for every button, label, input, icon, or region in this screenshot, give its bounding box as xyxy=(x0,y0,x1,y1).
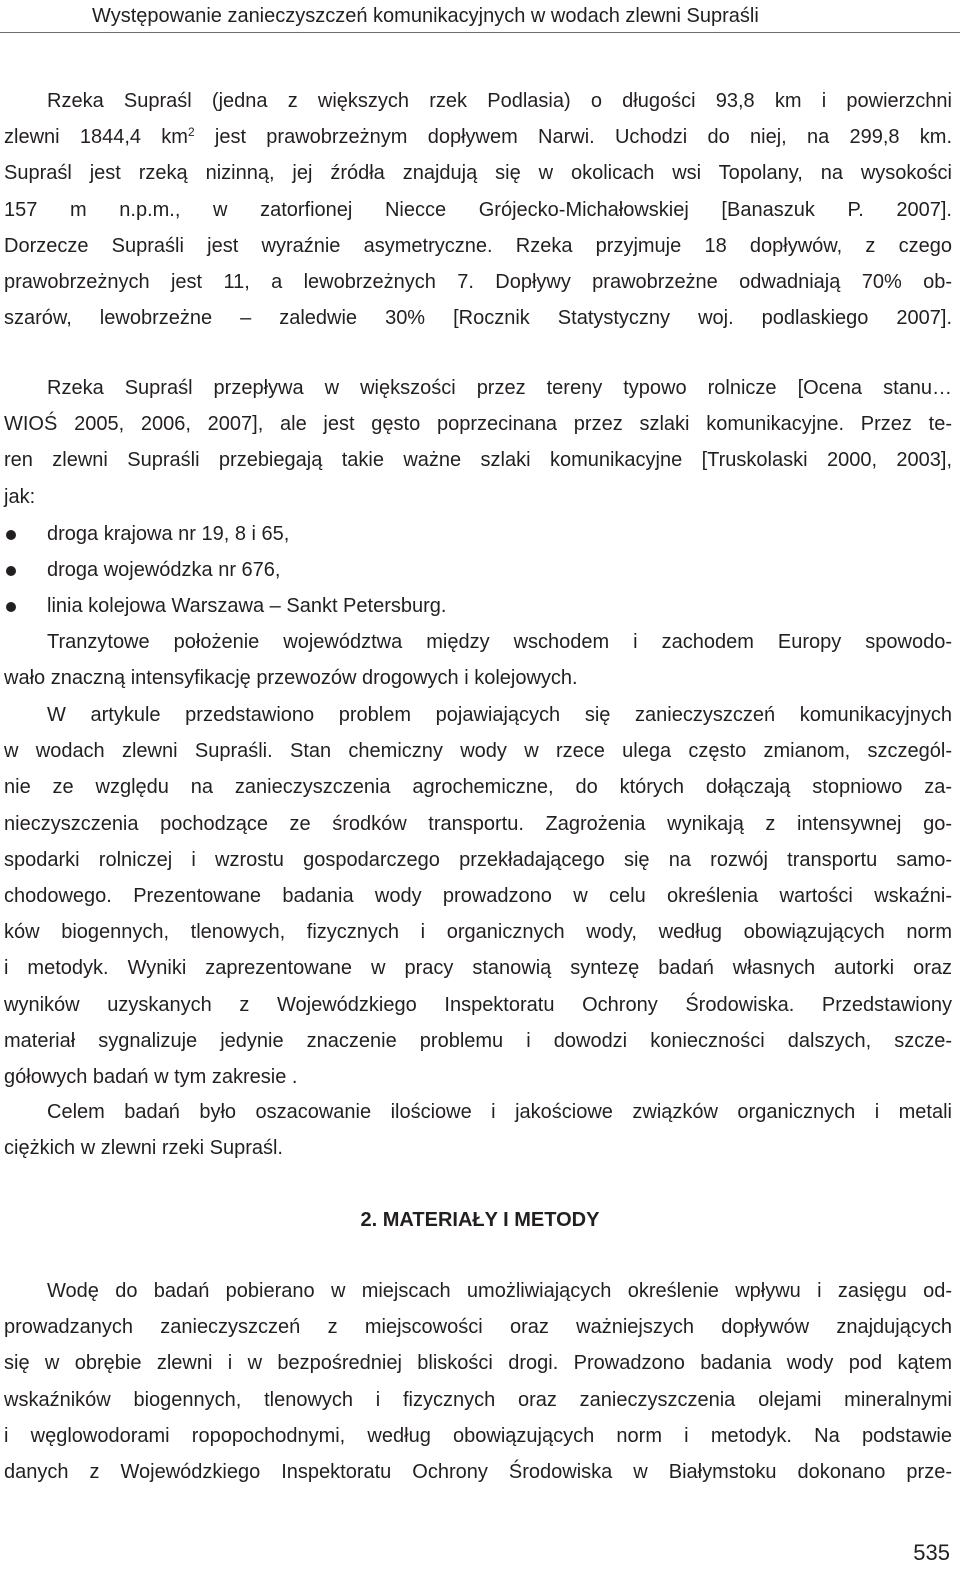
running-header: Występowanie zanieczyszczeń komunikacyjnych w wodach zlewni Supraśli xyxy=(92,5,759,27)
section-heading: 2. MATERIAŁY I METODY xyxy=(360,1209,600,1231)
text-line: ciężkich w zlewni rzeki Supraśl. xyxy=(4,1137,283,1160)
text-line: w wodach zlewni Supraśli. Stan chemiczny wody w rzece ulega często zmianom, szczegól- xyxy=(4,740,952,763)
text-line: Wodę do badań pobierano w miejscach umożliwiających określenie wpływu i zasięgu od- xyxy=(47,1280,952,1302)
paragraph-intro xyxy=(4,83,952,336)
text-line: spodarki rolniczej i wzrostu gospodarczego przekładającego się na rozwój transportu samo- xyxy=(4,848,952,871)
text-line: Rzeka Supraśl (jedna z większych rzek Podlasia) o długości 93,8 km i powierzchni xyxy=(47,90,952,112)
text-line: nie ze względu na zanieczyszczenia agrochemiczne, do których dołączają stopniowo za- xyxy=(4,776,952,799)
text-line: wyników uzyskanych z Wojewódzkiego Inspektoratu Ochrony Środowiska. Przedstawiony xyxy=(4,993,952,1016)
paragraph-article-scope xyxy=(4,697,952,1095)
text-line: danych z Wojewódzkiego Inspektoratu Ochrony Środowiska w Białymstoku dokonano prze- xyxy=(4,1461,952,1484)
list-item: droga krajowa nr 19, 8 i 65, xyxy=(4,516,944,552)
text-line: gółowych badań w tym zakresie . xyxy=(4,1066,298,1089)
text-line: jak: xyxy=(4,485,36,508)
text-line: W artykule przedstawiono problem pojawiających się zanieczyszczeń komunikacyjnych xyxy=(47,704,952,726)
text-line: i metodyk. Wyniki zaprezentowane w pracy stanowią syntezę badań własnych autorki oraz xyxy=(4,957,952,980)
text-line: materiał sygnalizuje jedynie znaczenie problemu i dowodzi konieczności dalszych, szcze- xyxy=(4,1029,952,1052)
text-line: Tranzytowe położenie województwa między wschodem i zachodem Europy spowodo- xyxy=(47,631,952,653)
paragraph-methods xyxy=(4,1273,952,1490)
bullet-icon xyxy=(6,566,16,576)
list-item: droga wojewódzka nr 676, xyxy=(4,552,944,588)
page-number: 535 xyxy=(913,1540,950,1565)
text-line: prowadzanych zanieczyszczeń z miejscowości oraz ważniejszych dopływów znajdujących xyxy=(4,1316,952,1339)
text-line: 157 m n.p.m., w zatorfionej Niecce Grójecko-Michałowskiej [Banaszuk P. 2007]. xyxy=(4,198,952,221)
text-line: nieczyszczenia pochodzące ze środków transportu. Zagrożenia wynikają z intensywnej go- xyxy=(4,812,952,835)
text-line: wało znaczną intensyfikację przewozów drogowych i kolejowych. xyxy=(4,667,578,690)
text-line: szarów, lewobrzeżne – zaledwie 30% [Rocznik Statystyczny woj. podlaskiego 2007]. xyxy=(4,307,952,330)
bullet-icon xyxy=(6,602,16,612)
text-line: i węglowodorami ropopochodnymi, według obowiązujących norm i metodyk. Na podstawie xyxy=(4,1424,952,1447)
text-line: wskaźników biogennych, tlenowych i fizycznych oraz zanieczyszczenia olejami mineralnymi xyxy=(4,1388,952,1411)
text-line: ren zlewni Supraśli przebiegają takie ważne szlaki komunikacyjne [Truskolaski 2000, 2003], xyxy=(4,449,952,472)
paragraph-transit xyxy=(4,624,952,696)
paragraph-routes xyxy=(4,370,952,515)
text-line: się w obrębie zlewni i w bezpośredniej bliskości drogi. Prowadzono badania wody pod kątem xyxy=(4,1352,952,1375)
text-line: WIOŚ 2005, 2006, 2007], ale jest gęsto poprzecinana przez szlaki komunikacyjne. Przez te- xyxy=(4,413,952,436)
list-item: linia kolejowa Warszawa – Sankt Petersburg. xyxy=(4,588,944,624)
text-line: Supraśl jest rzeką nizinną, jej źródła znajdują się w okolicach wsi Topolany, na wysokości xyxy=(4,162,952,185)
bullet-icon xyxy=(6,530,16,540)
paragraph-aim xyxy=(4,1094,952,1166)
text-line: Dorzecze Supraśli jest wyraźnie asymetryczne. Rzeka przyjmuje 18 dopływów, z czego xyxy=(4,234,952,257)
text-line: ków biogennych, tlenowych, fizycznych i organicznych wody, według obowiązujących norm xyxy=(4,921,952,944)
text-line: Celem badań było oszacowanie ilościowe i jakościowe związków organicznych i metali xyxy=(47,1101,952,1123)
text-line: Rzeka Supraśl przepływa w większości przez tereny typowo rolnicze [Ocena stanu… xyxy=(47,377,952,399)
header-rule xyxy=(0,32,960,33)
text-line: prawobrzeżnych jest 11, a lewobrzeżnych 7. Dopływy prawobrzeżne odwadniają 70% ob- xyxy=(4,271,952,294)
superscript: 2 xyxy=(187,125,195,140)
text-line: zlewni 1844,4 $km^2$ jest prawobrzeżnym dopływem Narwi. Uchodzi do niej, na 299,8 km. xyxy=(4,125,953,149)
text-line: chodowego. Prezentowane badania wody prowadzono w celu określenia wartości wskaźni- xyxy=(4,885,952,908)
